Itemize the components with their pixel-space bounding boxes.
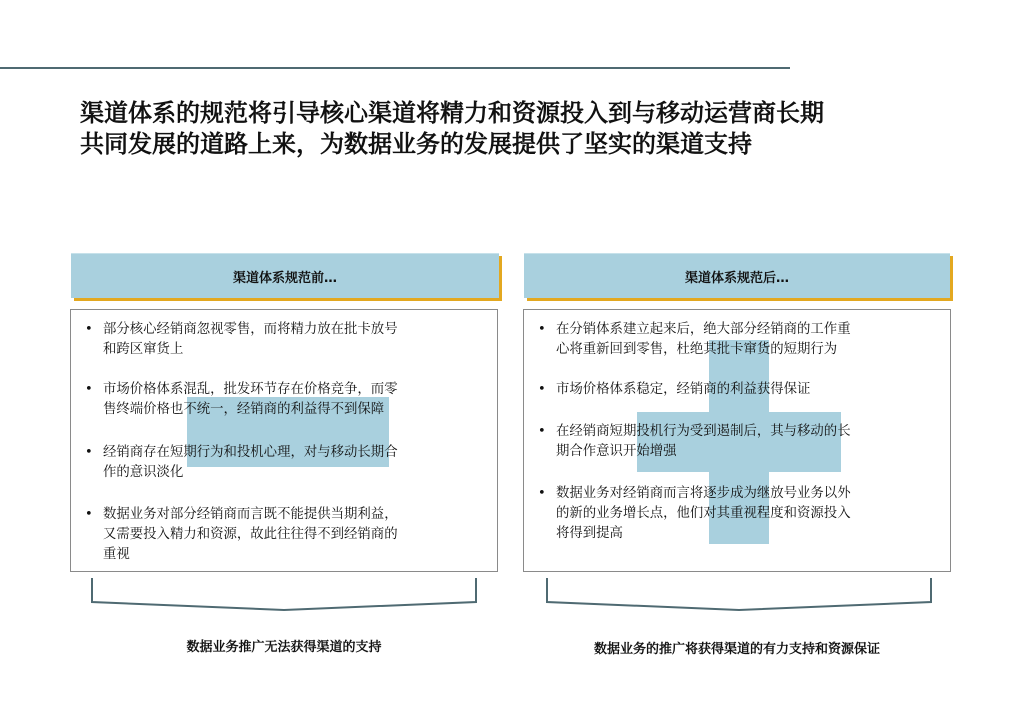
left-caption: 数据业务推广无法获得渠道的支持 (186, 640, 382, 655)
bullet-dot-icon: • (85, 507, 93, 522)
left-panel-header (71, 253, 499, 298)
bullet-text-line: 的新的业务增长点，他们对其重视程度和资源投入 (556, 506, 851, 521)
right-panel-header (524, 253, 950, 298)
bullet-text-line: 心将重新回到零售，杜绝其批卡窜货的短期行为 (556, 342, 838, 357)
right-brace-icon (543, 576, 935, 612)
bullet-text-line: 售终端价格也不统一，经销商的利益得不到保障 (103, 402, 385, 417)
bullet-text-line: 数据业务对经销商而言将逐步成为继放号业务以外 (556, 486, 851, 501)
right-bullet-3 (538, 422, 936, 462)
bullet-dot-icon: • (538, 424, 546, 439)
bullet-text-line: 和跨区窜货上 (103, 342, 184, 357)
bullet-dot-icon: • (85, 445, 93, 460)
bullet-text-line: 在经销商短期投机行为受到遏制后，其与移动的长 (556, 424, 851, 439)
left-bullet-3 (85, 443, 483, 483)
bullet-dot-icon: • (538, 322, 546, 337)
left-bullet-1 (85, 320, 483, 360)
right-caption: 数据业务的推广将获得渠道的有力支持和资源保证 (593, 642, 880, 657)
bullet-text-line: 作的意识淡化 (103, 465, 184, 480)
bullet-dot-icon: • (538, 382, 546, 397)
bullet-text-line: 重视 (103, 547, 130, 562)
right-bullet-1 (538, 320, 936, 360)
left-panel-box (70, 309, 498, 572)
bullet-text-line: 期合作意识开始增强 (556, 444, 677, 459)
left-panel-header-label: 渠道体系规范前… (232, 270, 337, 286)
right-bullet-2 (538, 380, 936, 400)
left-brace-icon (88, 576, 480, 612)
bullet-dot-icon: • (85, 322, 93, 337)
bullet-dot-icon: • (85, 382, 93, 397)
right-panel-box (523, 309, 951, 572)
bullet-text-line: 将得到提高 (556, 526, 623, 541)
bullet-dot-icon: • (538, 486, 546, 501)
bullet-text-line: 市场价格体系混乱，批发环节存在价格竞争，而零 (103, 382, 398, 397)
bullet-text-line: 数据业务对部分经销商而言既不能提供当期利益， (103, 507, 398, 522)
bullet-text-line: 经销商存在短期行为和投机心理，对与移动长期合 (103, 445, 398, 460)
slide-title (80, 98, 960, 160)
bullet-text-line: 部分核心经销商忽视零售，而将精力放在批卡放号 (103, 322, 398, 337)
bullet-text-line: 市场价格体系稳定，经销商的利益获得保证 (556, 382, 811, 397)
top-divider-line (0, 67, 790, 69)
left-bullet-4 (85, 505, 483, 565)
slide-title-line-1: 渠道体系的规范将引导核心渠道将精力和资源投入到与移动运营商长期 (80, 99, 824, 127)
slide-title-line-2: 共同发展的道路上来，为数据业务的发展提供了坚实的渠道支持 (80, 130, 752, 158)
left-bullet-2 (85, 380, 483, 420)
bullet-text-line: 在分销体系建立起来后，绝大部分经销商的工作重 (556, 322, 851, 337)
right-panel-header-label: 渠道体系规范后… (684, 270, 789, 286)
bullet-text-line: 又需要投入精力和资源，故此往往得不到经销商的 (103, 527, 398, 542)
right-bullet-4 (538, 484, 936, 544)
